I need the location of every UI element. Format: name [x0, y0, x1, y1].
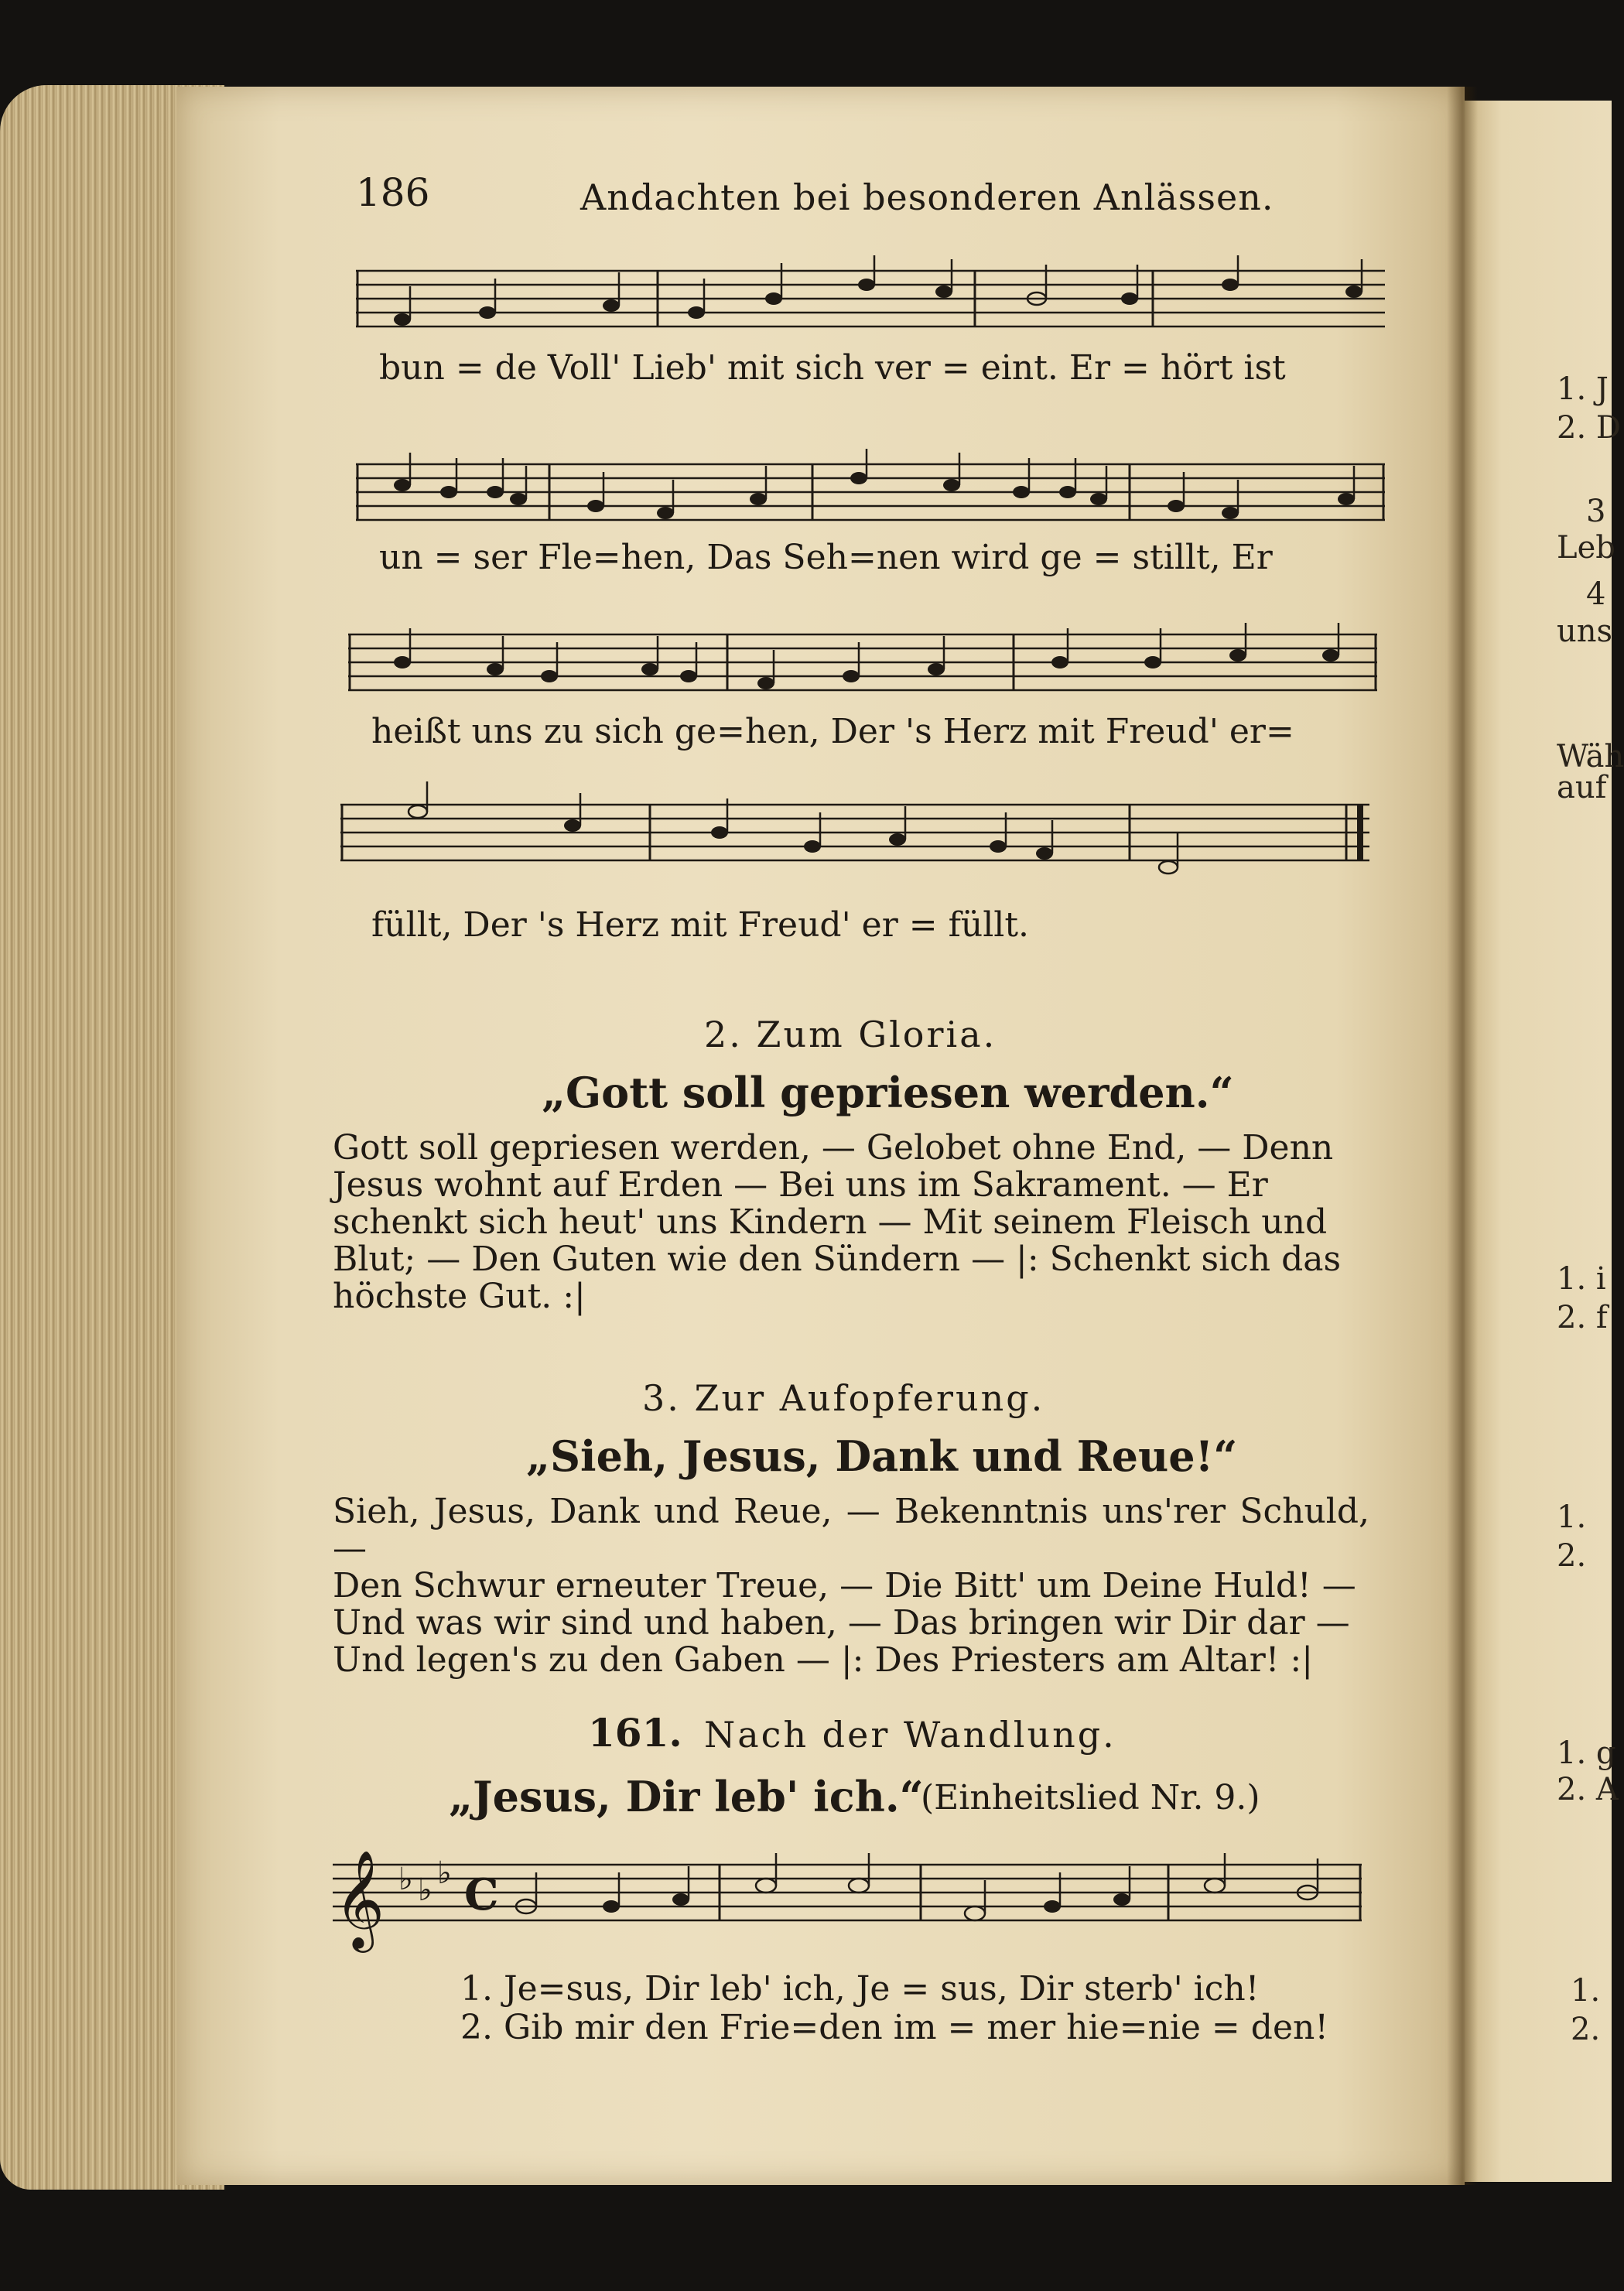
right-fragment: 1. J [1557, 371, 1609, 407]
running-title: Andachten bei besonderen Anlässen. [580, 176, 1274, 218]
right-fragment: auf [1557, 770, 1607, 805]
right-fragment: 2. [1571, 2012, 1601, 2047]
flat-icon: ♭ [437, 1855, 452, 1891]
right-fragment: Leb [1557, 530, 1615, 566]
right-fragment: 3 [1586, 494, 1606, 529]
song-161-verse-1: 1. Je=sus, Dir leb' ich, Je = sus, Dir sterb' ich! [460, 1969, 1260, 2009]
song-161-heading: Nach der Wandlung. [704, 1714, 1116, 1756]
music-staff-4 [340, 789, 1369, 874]
right-fragment: 1. i [1557, 1261, 1606, 1297]
treble-clef-icon: 𝄞 [334, 1849, 385, 1948]
song-161-note: (Einheitslied Nr. 9.) [921, 1778, 1260, 1817]
page-number: 186 [356, 170, 430, 215]
lyrics-line-2: un = ser Fle=hen, Das Seh=nen wird ge = stillt, Er [379, 538, 1273, 577]
section-2-title: „Gott soll gepriesen werden.“ [542, 1068, 1234, 1117]
text-line: Gott soll gepriesen werden, — Gelobet ohne End, — Denn [333, 1128, 1334, 1168]
right-fragment: 4 [1586, 576, 1606, 612]
flat-icon: ♭ [418, 1872, 432, 1908]
right-fragment: 2. f [1557, 1300, 1608, 1335]
flat-icon: ♭ [398, 1862, 413, 1897]
section-3-text [333, 1493, 1369, 1679]
text-line: Sieh, Jesus, Dank und Reue, — Bekenntnis uns'rer Schuld, — [333, 1492, 1369, 1568]
section-3-heading: 3. Zur Aufopferung. [642, 1377, 1045, 1419]
music-staff-1 [356, 255, 1385, 340]
song-number: 161. [588, 1710, 682, 1756]
lyrics-line-1: bun = de Voll' Lieb' mit sich ver = eint. Er = hört ist [379, 348, 1286, 388]
section-2-heading: 2. Zum Gloria. [704, 1014, 997, 1055]
book-gutter [1447, 87, 1478, 2185]
right-fragment: Wäh [1557, 739, 1624, 774]
text-line: Und was wir sind und haben, — Das bringen wir Dir dar — [333, 1603, 1350, 1643]
right-fragment: uns [1557, 614, 1613, 649]
right-fragment: 1. [1571, 1973, 1601, 2009]
music-staff-2 [356, 449, 1385, 534]
text-line: schenkt sich heut' uns Kindern — Mit seinem Fleisch und [333, 1202, 1328, 1242]
text-line: Jesus wohnt auf Erden — Bei uns im Sakrament. — Er [333, 1165, 1268, 1205]
music-staff-3 [348, 619, 1377, 704]
song-161-title: „Jesus, Dir leb' ich.“ [449, 1772, 924, 1821]
music-staff-161 [333, 1841, 1362, 1950]
lyrics-line-4: füllt, Der 's Herz mit Freud' er = füllt. [371, 905, 1030, 945]
lyrics-line-3: heißt uns zu sich ge=hen, Der 's Herz mit Freud' er= [371, 712, 1294, 751]
text-line: Den Schwur erneuter Treue, — Die Bitt' um Deine Huld! — [333, 1566, 1356, 1605]
right-fragment: 1. g [1557, 1735, 1616, 1771]
section-3-title: „Sieh, Jesus, Dank und Reue!“ [526, 1431, 1238, 1481]
song-161-verse-2: 2. Gib mir den Frie=den im = mer hie=nie = den! [460, 2008, 1328, 2047]
right-fragment: 2. A [1557, 1772, 1619, 1807]
section-2-text [333, 1130, 1369, 1315]
text-line: Blut; — Den Guten wie den Sündern — |: Schenkt sich das [333, 1240, 1342, 1279]
right-fragment: 2. D [1557, 410, 1621, 446]
right-fragment: 1. [1557, 1499, 1587, 1535]
text-line: Und legen's zu den Gaben — |: Des Priesters am Altar! :| [333, 1640, 1314, 1680]
right-fragment: 2. [1557, 1538, 1587, 1574]
common-time-icon: C [464, 1869, 499, 1920]
text-line: höchste Gut. :| [333, 1277, 586, 1316]
